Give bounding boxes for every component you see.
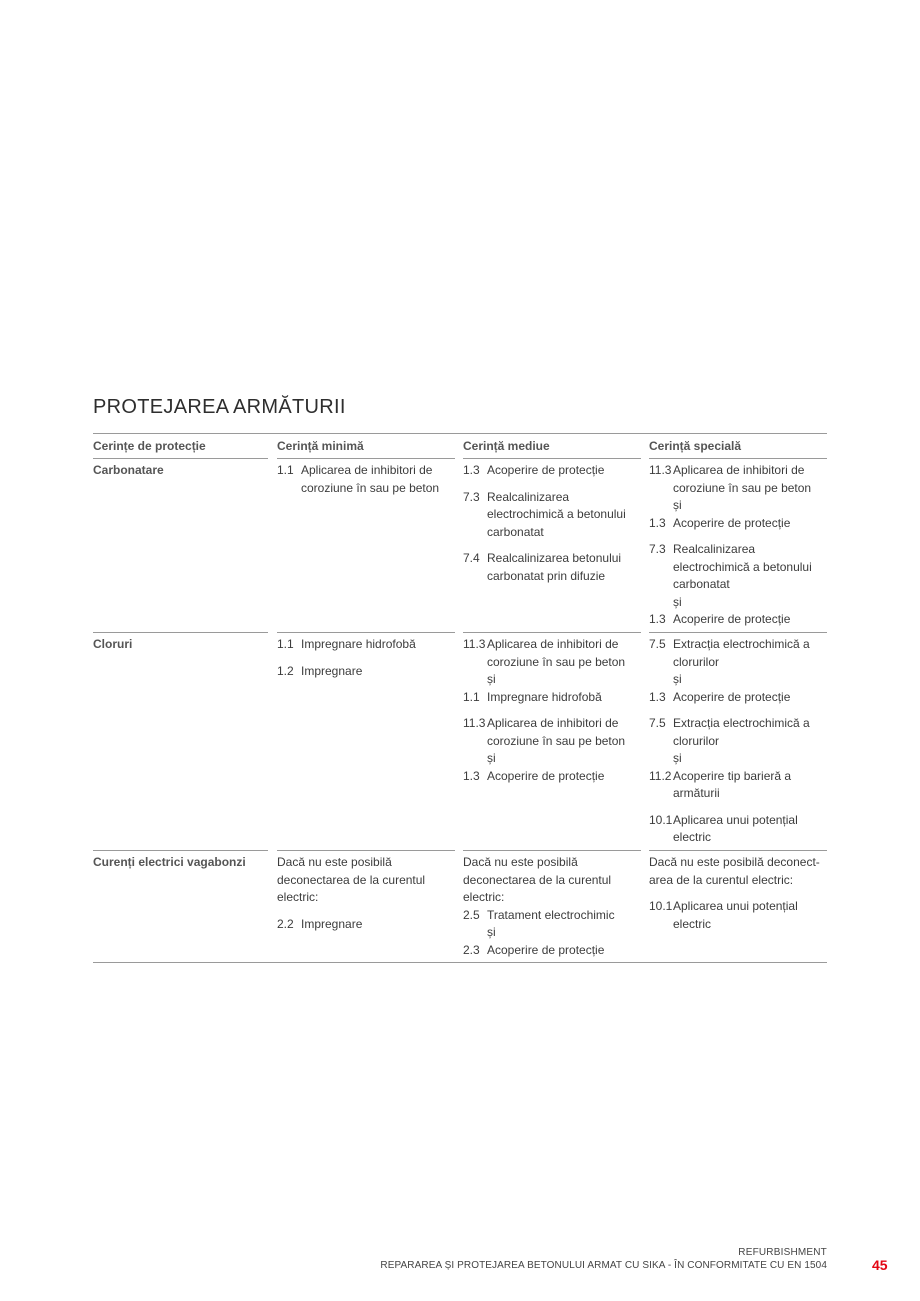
item-number: 7.4 (463, 551, 480, 565)
cell-cloruri-spec (649, 636, 827, 847)
item-text: Aplicarea de inhibitori de coroziune în sau pe beton (487, 637, 626, 669)
item-text: Impregnare hidrofobă (301, 637, 416, 651)
item-text: Acoperire de protecție (673, 612, 791, 626)
header-rule (93, 458, 268, 459)
item-text: Extracția electrochimică a clorurilor (673, 716, 810, 748)
item-text: Impregnare (301, 916, 363, 931)
item-number: 2.3 (463, 942, 480, 957)
row-label-curenti: Curenți electrici vagabonzi (93, 855, 246, 869)
item-text: Acoperire tip barieră a armăturii (673, 768, 792, 800)
conjunction-si: și (673, 498, 682, 512)
conjunction-si: și (673, 594, 682, 609)
item-number: 7.5 (649, 637, 666, 651)
item-text: Acoperire de protecție (487, 942, 605, 957)
cell-carbonatare-spec (649, 462, 827, 629)
row-label-cloruri: Cloruri (93, 637, 133, 651)
item-text: Acoperire de protecție (673, 689, 791, 704)
cell-carbonatare-med (463, 462, 641, 594)
row-rule (93, 850, 268, 851)
row-rule (649, 850, 827, 851)
header-rule (277, 458, 455, 459)
item-number: 1.1 (277, 463, 294, 477)
item-number: 1.1 (463, 689, 480, 704)
item-number: 10.1 (649, 812, 673, 827)
row-rule (463, 850, 641, 851)
item-number: 2.2 (277, 916, 294, 931)
row-rule (277, 850, 455, 851)
header-med: Cerință mediue (463, 439, 550, 453)
item-number: 1.1 (277, 637, 294, 651)
footer-section: REFURBISHMENT (738, 1247, 827, 1258)
cell-carbonatare-min (277, 462, 455, 506)
conjunction-si: și (487, 925, 496, 939)
item-text: Impregnare (301, 663, 363, 678)
header-min: Cerință minimă (277, 439, 364, 453)
item-text: Acoperire de protecție (487, 768, 605, 783)
cell-intro: Dacă nu este posibilă deconectarea de la curentul electric: (463, 855, 612, 904)
item-text: Impregnare hidrofobă (487, 689, 602, 704)
item-number: 11.3 (463, 716, 486, 730)
cell-cloruri-min (277, 636, 455, 689)
item-number: 7.3 (649, 542, 666, 556)
item-number: 11.3 (463, 637, 486, 651)
item-number: 1.3 (649, 515, 666, 530)
cell-intro: Dacă nu este posibilă deconectarea de la curentul electric: (277, 855, 426, 904)
item-number: 1.3 (649, 689, 666, 704)
cell-curenti-spec (649, 854, 827, 942)
row-label-carbonatare: Carbonatare (93, 463, 164, 477)
conjunction-si: și (487, 672, 496, 686)
header-spec: Cerință specială (649, 439, 742, 453)
header-rule (649, 458, 827, 459)
item-number: 1.2 (277, 663, 294, 678)
item-text: Aplicarea de inhibitori de coroziune în sau pe beton (673, 463, 812, 495)
item-text: Tratament electrochimic (487, 907, 615, 922)
item-number: 1.3 (649, 612, 666, 626)
cell-curenti-med (463, 854, 641, 959)
item-number: 1.3 (463, 463, 480, 477)
item-number: 11.2 (649, 768, 672, 783)
item-text: Aplicarea de inhibitori de coroziune în sau pe beton (487, 716, 626, 748)
item-text: Acoperire de protecție (487, 463, 605, 477)
cell-cloruri-med (463, 636, 641, 785)
row-rule (93, 632, 268, 633)
row-rule (463, 632, 641, 633)
item-text: Realcalinizarea electrochimică a betonului carbonatat (487, 489, 626, 539)
item-number: 1.3 (463, 768, 480, 783)
item-number: 2.5 (463, 907, 480, 922)
item-number: 10.1 (649, 899, 673, 913)
item-number: 7.3 (463, 489, 480, 504)
item-text: Acoperire de protecție (673, 515, 791, 530)
item-number: 11.3 (649, 463, 672, 477)
page-number: 45 (872, 1257, 888, 1273)
item-text: Aplicarea de inhibitori de coroziune în sau pe beton (301, 463, 440, 495)
item-text: Realcalinizarea electrochimică a betonului carbonatat (673, 542, 812, 591)
conjunction-si: și (487, 751, 496, 765)
header-protection: Cerințe de protecție (93, 439, 206, 453)
item-text: Aplicarea unui potențial electric (673, 812, 798, 844)
table-top-rule (93, 433, 827, 434)
page-title: PROTEJAREA ARMĂTURII (93, 396, 346, 418)
item-text: Realcalinizarea betonului carbonatat prin difuzie (487, 551, 622, 583)
item-text: Aplicarea unui potențial electric (673, 899, 798, 931)
conjunction-si: și (673, 672, 682, 686)
row-rule (649, 632, 827, 633)
conjunction-si: și (673, 751, 682, 765)
cell-intro: Dacă nu este posibilă deconect-area de la curentul electric: (649, 855, 820, 887)
table-bottom-rule (93, 962, 827, 963)
header-rule (463, 458, 641, 459)
cell-curenti-min (277, 854, 455, 942)
footer-document-title: REPARAREA ȘI PROTEJAREA BETONULUI ARMAT CU SIKA - ÎN CONFORMITATE CU EN 1504 (380, 1260, 827, 1271)
item-number: 7.5 (649, 716, 666, 730)
row-rule (277, 632, 455, 633)
item-text: Extracția electrochimică a clorurilor (673, 637, 810, 669)
